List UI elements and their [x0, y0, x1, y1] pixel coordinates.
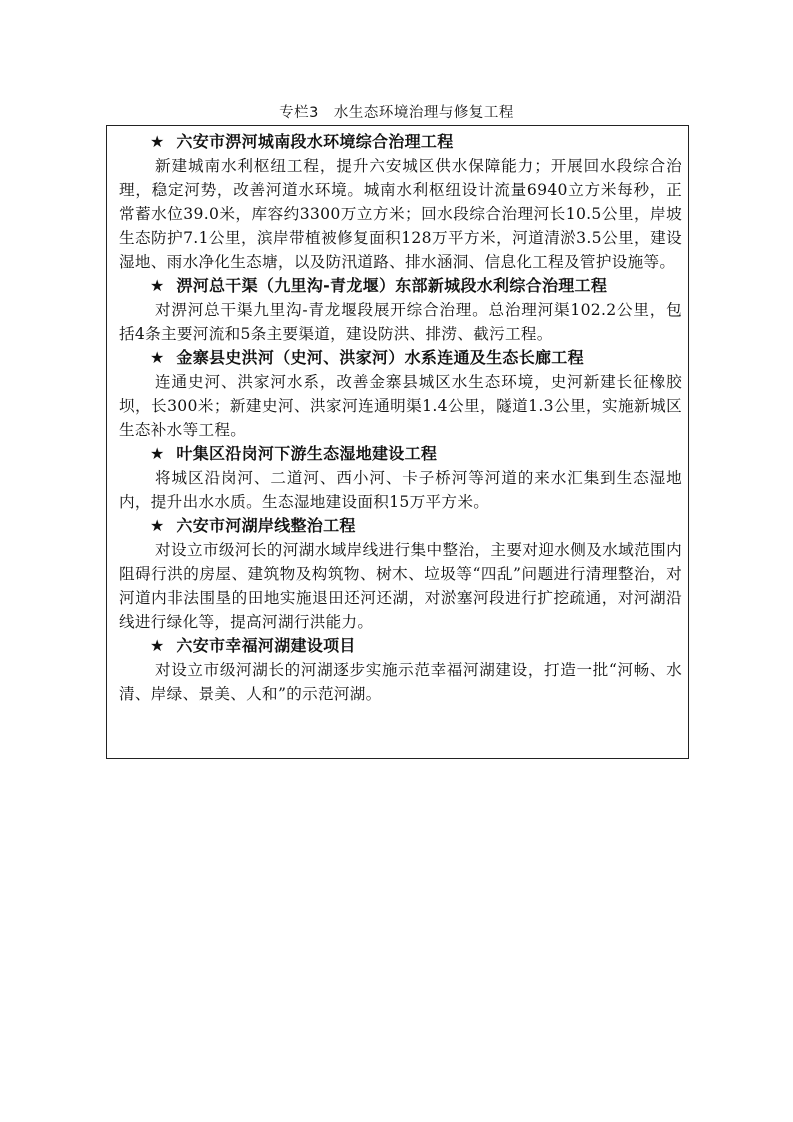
column-caption: 专栏3 水生态环境治理与修复工程: [279, 105, 514, 121]
section-body: 对设立市级河湖长的河湖逐步实施示范幸福河湖建设，打造一批“河畅、水清、岸绿、景美、人和”的示范河湖。: [119, 661, 682, 703]
star-icon: ★: [150, 516, 165, 535]
section-title-text: 叶集区沿岗河下游生态湿地建设工程: [176, 444, 438, 463]
project-column-box: [106, 125, 689, 759]
section-title: [119, 514, 682, 538]
star-icon: ★: [150, 444, 165, 463]
section-title: [119, 634, 682, 658]
star-icon: ★: [150, 132, 165, 151]
section-title-text: 六安市幸福河湖建设项目: [176, 636, 356, 655]
section-body: 对淠河总干渠九里沟-青龙堰段展开综合治理。总治理河渠102.2公里，包括4条主要河流和5条主要渠道，建设防洪、排涝、截污工程。: [119, 301, 682, 343]
project-section-6: [119, 634, 682, 706]
project-section-2: [119, 274, 682, 346]
section-title-text: 金寨县史洪河（史河、洪家河）水系连通及生态长廊工程: [176, 348, 584, 367]
section-body: 连通史河、洪家河水系，改善金寨县城区水生态环境，史河新建长征橡胶坝，长300米；新建史河、洪家河连通明渠1.4公里，隧道1.3公里，实施新城区生态补水等工程。: [119, 373, 682, 439]
section-title: [119, 130, 682, 154]
section-body: 对设立市级河长的河湖水域岸线进行集中整治，主要对迎水侧及水域范围内阻碍行洪的房屋、建筑物及构筑物、树木、垃圾等“四乱”问题进行清理整治，对河道内非法围垦的田地实施退田还河还湖，对淤塞河段进行扩挖疏通，对河湖沿线进行绿化等，提高河湖行洪能力。: [119, 541, 682, 631]
project-section-5: [119, 514, 682, 634]
section-title-text: 六安市淠河城南段水环境综合治理工程: [176, 132, 454, 151]
section-body: 新建城南水利枢纽工程，提升六安城区供水保障能力；开展回水段综合治理，稳定河势，改善河道水环境。城南水利枢纽设计流量6940立方米每秒，正常蓄水位39.0米，库容约3300万立方米；回水段综合治理河长10.5公里，岸坡生态防护7.1公里，滨岸带植被修复面积128万平方米，河道清淤3.5公里，建设湿地、雨水净化生态塘，以及防汛道路、排水涵洞、信息化工程及管护设施等。: [119, 157, 682, 271]
project-section-4: [119, 442, 682, 514]
section-title: [119, 274, 682, 298]
project-section-1: [119, 130, 682, 274]
section-title-text: 淠河总干渠（九里沟-青龙堰）东部新城段水利综合治理工程: [176, 276, 608, 295]
star-icon: ★: [150, 348, 165, 367]
project-section-3: [119, 346, 682, 442]
section-title-text: 六安市河湖岸线整治工程: [176, 516, 356, 535]
star-icon: ★: [150, 276, 165, 295]
star-icon: ★: [150, 636, 165, 655]
section-title: [119, 442, 682, 466]
section-body: 将城区沿岗河、二道河、西小河、卡子桥河等河道的来水汇集到生态湿地内，提升出水水质。生态湿地建设面积15万平方米。: [119, 469, 682, 511]
section-title: [119, 346, 682, 370]
